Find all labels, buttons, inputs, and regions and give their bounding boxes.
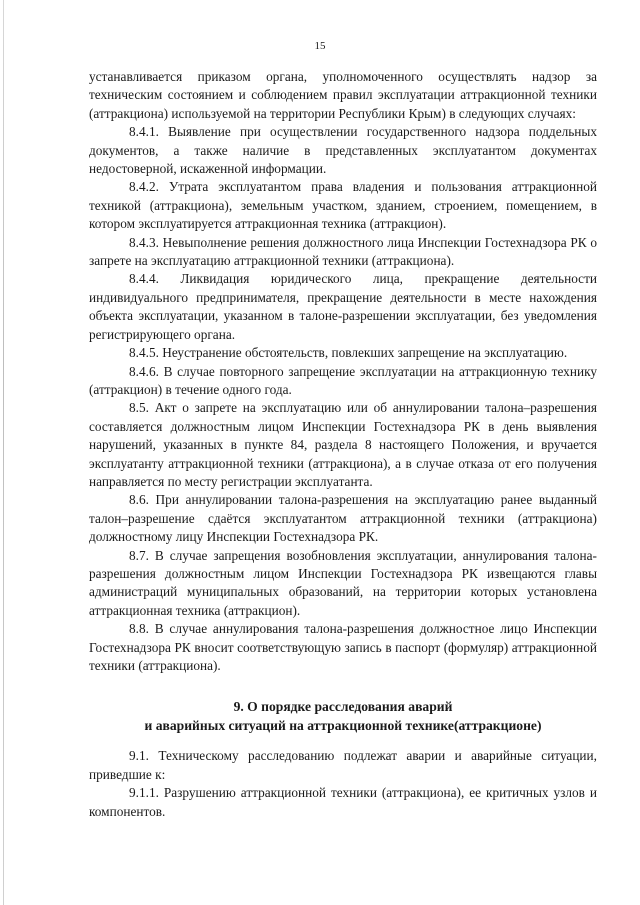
section-title-line-1: 9. О порядке расследования аварий	[233, 699, 453, 715]
paragraph-continuation: устанавливается приказом органа, уполномоченного осуществлять надзор за техническим состоянием и соблюдением правил эксплуатации аттракционной техники (аттракциона) используемой на территории Республики Крым) в следующих случаях:	[89, 69, 597, 121]
paragraph-9-1: 9.1. Техническому расследованию подлежат аварии и аварийные ситуации, приведшие к:	[89, 748, 597, 782]
page-number: 15	[314, 40, 326, 52]
paragraph-8-8: 8.8. В случае аннулирования талона-разрешения должностное лицо Инспекции Гостехнадзора РК вносит соответствующую запись в паспорт (формуляр) аттракционной техники (аттракциона).	[89, 621, 597, 673]
section-9-title	[89, 697, 597, 735]
paragraph-8-4-1: 8.4.1. Выявление при осуществлении государственного надзора поддельных документов, а также наличие в представленных эксплуатантом документах недостоверной, искаженной информации.	[89, 124, 597, 177]
paragraph-8-4-5: 8.4.5. Неустранение обстоятельств, повлекших запрещение на эксплуатацию.	[129, 345, 568, 361]
paragraph-8-6: 8.6. При аннулировании талона-разрешения на эксплуатацию ранее выданный талон–разрешение сдаётся эксплуатантом аттракционной техники (аттракциона) должностному лицу Инспекции Гостехнадзора РК.	[89, 492, 597, 545]
paragraph-8-7: 8.7. В случае запрещения возобновления эксплуатации, аннулирования талона-разрешения должностным лицом Инспекции Гостехнадзора РК извещаются главы администраций муниципальных образований, на территории которых установлена аттракционная техника (аттракцион).	[89, 547, 597, 618]
section-title-line-2: и аварийных ситуаций на аттракционной технике(аттракционе)	[144, 718, 542, 734]
document-body	[89, 68, 597, 821]
paragraph-8-4-4: 8.4.4. Ликвидация юридического лица, прекращение деятельности индивидуального предпринимателя, прекращение деятельности в месте нахождения объекта эксплуатации, указанном в талоне-разрешении эксплуатации, без уведомления регистрирующего органа.	[89, 271, 597, 342]
paragraph-9-1-1: 9.1.1. Разрушению аттракционной техники (аттракциона), ее критичных узлов и компонентов.	[89, 785, 597, 819]
scan-edge	[3, 0, 4, 905]
paragraph-8-4-2: 8.4.2. Утрата эксплуатантом права владения и пользования аттракционной техникой (аттракциона), земельным участком, зданием, строением, помещением, в котором эксплуатируется аттракционная техника (аттракцион).	[89, 179, 597, 232]
paragraph-8-4-6: 8.4.6. В случае повторного запрещение эксплуатации на аттракционную технику (аттракцион) в течение одного года.	[89, 363, 597, 397]
paragraph-8-4-3: 8.4.3. Невыполнение решения должностного лица Инспекции Гостехнадзора РК о запрете на эксплуатацию аттракционной техники (аттракциона).	[89, 234, 597, 269]
paragraph-8-5: 8.5. Акт о запрете на эксплуатацию или об аннулировании талона–разрешения составляется должностным лицом Инспекции Гостехнадзора РК в день выявления нарушений, указанных в пункте 84, раздела 8 настоящего Положения, и вручается эксплуатанту аттракционной техники (аттракциона), а в случае отказа от его получения направляется по месту регистрации эксплуатанта.	[89, 400, 597, 489]
